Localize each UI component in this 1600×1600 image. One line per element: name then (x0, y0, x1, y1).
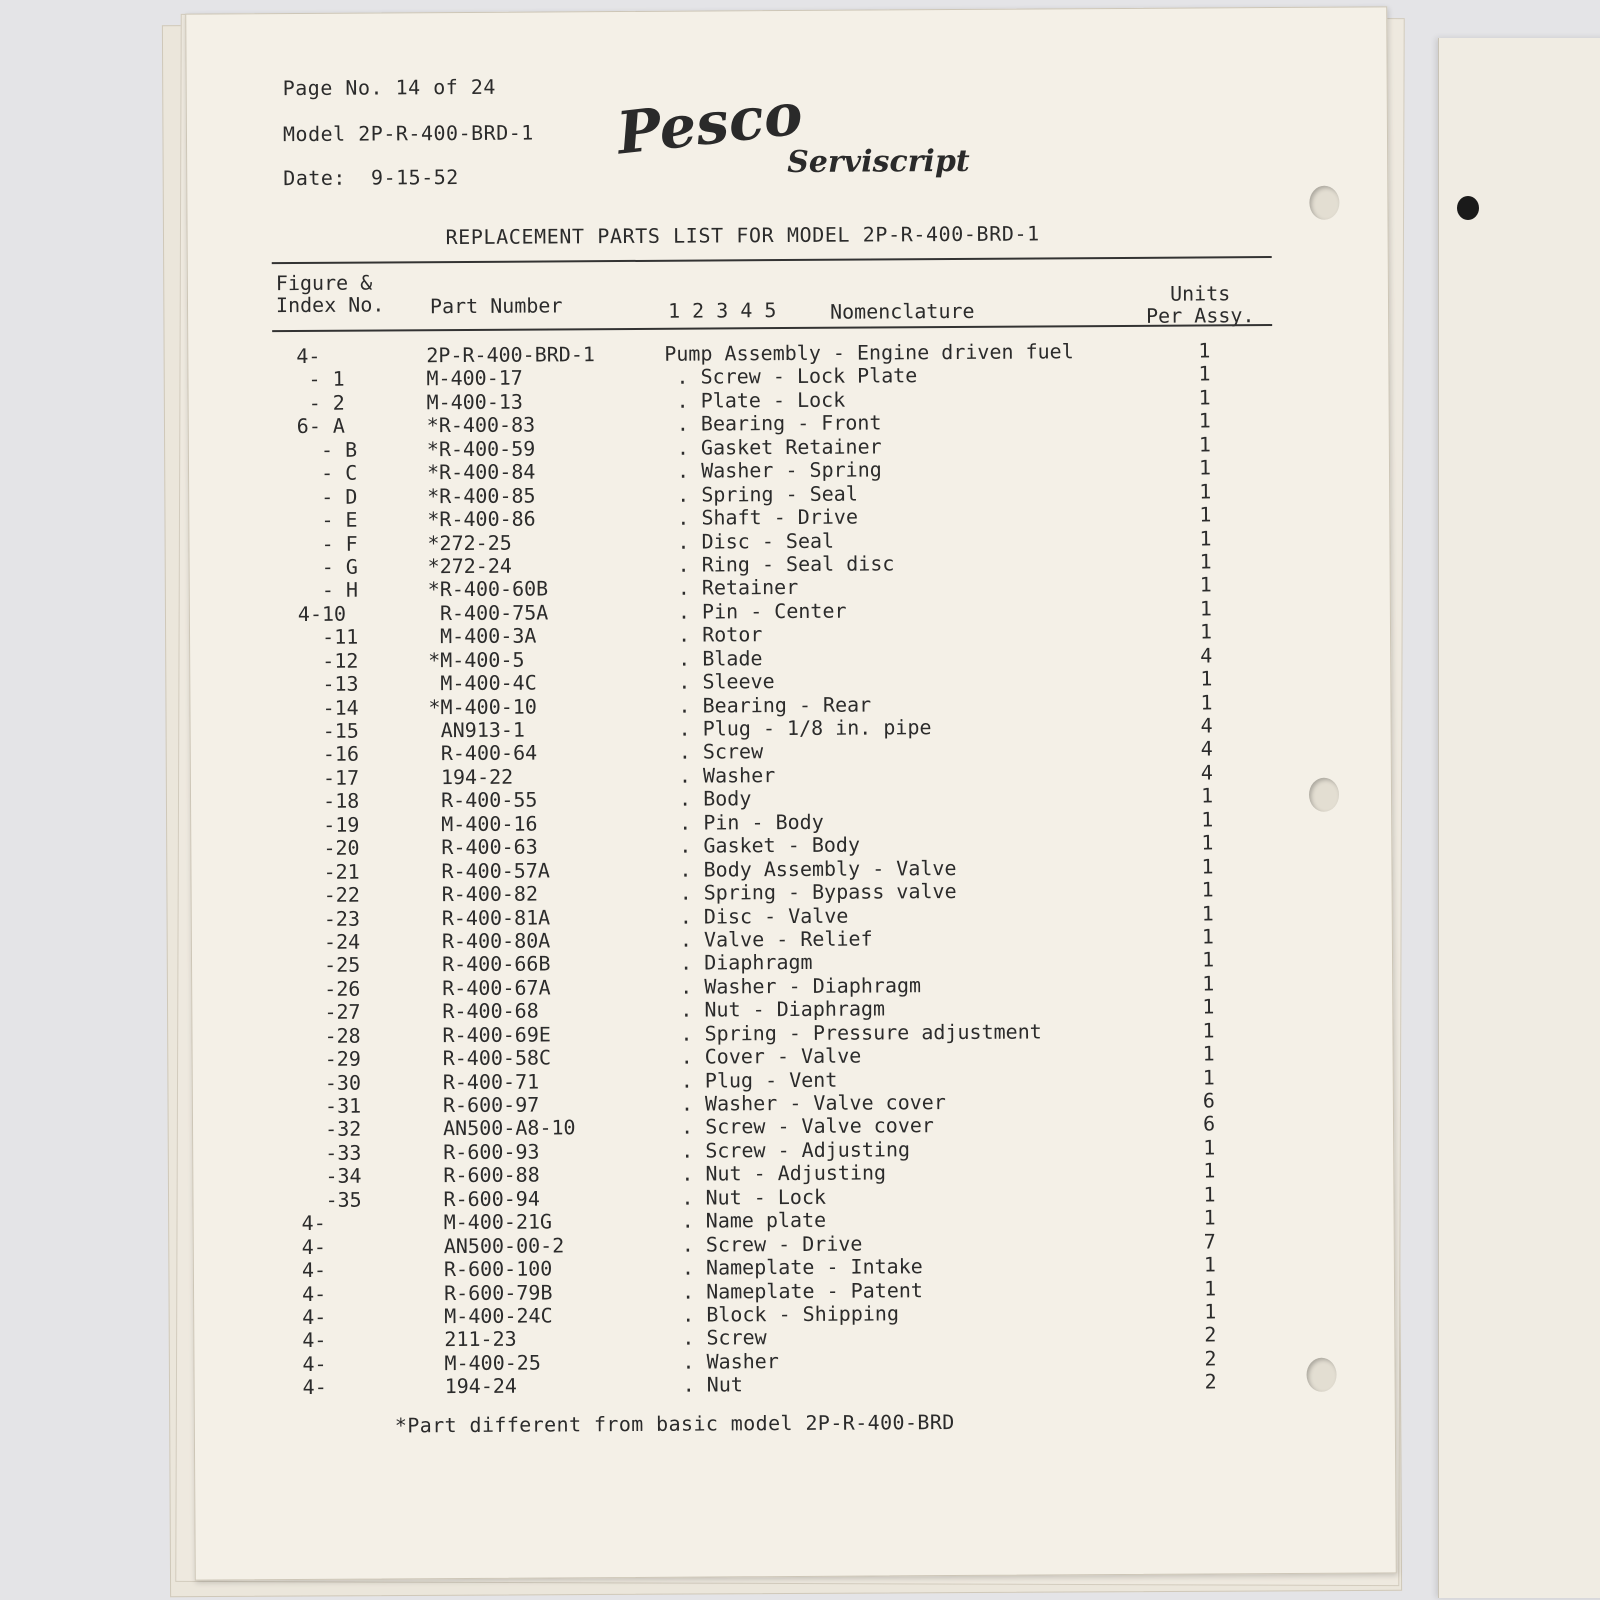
nomenclature: . Washer - Spring (664, 457, 882, 483)
part-number: R-400-67A (430, 975, 551, 1001)
units-per-assembly: 1 (1202, 971, 1215, 996)
units-per-assembly: 1 (1198, 338, 1211, 363)
parts-list-page (185, 6, 1397, 1580)
units-per-assembly: 1 (1199, 479, 1212, 504)
part-number: R-600-100 (431, 1256, 553, 1282)
units-per-assembly: 1 (1201, 807, 1214, 832)
nomenclature: . Screw - Drive (669, 1231, 863, 1257)
nomenclature: . Screw (670, 1325, 767, 1351)
nomenclature: . Name plate (669, 1207, 827, 1233)
index-number: - 1 (296, 367, 345, 392)
part-number: R-400-64 (428, 740, 538, 766)
index-number: -20 (299, 835, 360, 861)
units-per-assembly: 1 (1201, 830, 1214, 855)
units-per-assembly: 1 (1198, 432, 1211, 457)
nomenclature: . Block - Shipping (670, 1301, 900, 1327)
units-per-assembly: 1 (1199, 525, 1212, 550)
units-per-assembly: 6 (1202, 1111, 1216, 1136)
units-per-assembly: 2 (1204, 1322, 1217, 1347)
part-number: M-400-13 (426, 389, 524, 415)
units-per-assembly: 1 (1202, 1041, 1215, 1066)
units-per-assembly: 1 (1203, 1205, 1216, 1230)
part-number: M-400-16 (429, 811, 538, 836)
nomenclature: . Screw - Valve cover (668, 1113, 935, 1140)
index-number: - E (297, 507, 358, 533)
index-number: - C (296, 460, 358, 486)
part-number: R-400-75A (427, 600, 549, 626)
part-number: M-400-21G (431, 1209, 553, 1235)
units-per-assembly: 1 (1199, 549, 1212, 574)
column-header-index (276, 271, 385, 316)
units-per-assembly: 1 (1202, 1018, 1215, 1043)
units-per-assembly: 1 (1199, 502, 1212, 527)
units-per-assembly: 1 (1201, 924, 1215, 949)
index-number: 4- (302, 1351, 327, 1376)
page-title: REPLACEMENT PARTS LIST FOR MODEL 2P-R-400-BRD-1 (445, 221, 1040, 250)
index-number: -15 (298, 718, 359, 744)
nomenclature: . Screw (666, 739, 764, 765)
index-number: -29 (300, 1046, 361, 1072)
units-per-assembly: 1 (1204, 1299, 1217, 1324)
units-per-assembly: 1 (1202, 994, 1215, 1019)
part-number: R-400-63 (429, 834, 538, 860)
part-number: AN500-A8-10 (430, 1115, 576, 1141)
index-number: -32 (300, 1117, 362, 1142)
part-number: M-400-3A (427, 623, 537, 649)
nomenclature: . Spring - Seal (665, 481, 858, 507)
page-number: Page No. 14 of 24 (282, 74, 496, 101)
nomenclature: . Pin - Body (667, 809, 824, 835)
part-number: M-400-25 (432, 1350, 541, 1376)
part-number: M-400-24C (432, 1303, 553, 1329)
index-number: -25 (299, 953, 361, 978)
parts-table (188, 337, 1394, 1399)
part-number: R-400-82 (429, 881, 539, 907)
nomenclature: . Body Assembly - Valve (667, 855, 957, 882)
units-per-assembly: 6 (1202, 1088, 1216, 1113)
part-number: R-400-81A (429, 904, 551, 930)
index-number: -33 (301, 1140, 362, 1165)
part-number: R-400-57A (429, 858, 550, 883)
next-page-sheet (1438, 38, 1600, 1598)
column-header-part-number: Part Number (429, 293, 563, 319)
units-per-assembly: 1 (1201, 947, 1215, 972)
document-date: Date: 9-15-52 (283, 165, 459, 191)
part-number: M-400-17 (426, 366, 523, 391)
units-per-assembly: 1 (1198, 361, 1211, 386)
index-number: - 2 (296, 390, 345, 415)
nomenclature: . Nut - Diaphragm (668, 996, 886, 1023)
part-number: *R-400-86 (427, 506, 536, 532)
units-per-assembly: 1 (1203, 1182, 1216, 1207)
nomenclature: . Body (666, 786, 752, 812)
index-number: 4-10 (297, 601, 347, 626)
nomenclature: . Bearing - Rear (666, 692, 872, 718)
nomenclature: . Screw - Lock Plate (664, 363, 918, 390)
punch-hole (1457, 196, 1479, 220)
nomenclature: . Spring - Pressure adjustment (668, 1019, 1042, 1046)
column-header-units-line1: Units (1169, 281, 1231, 306)
index-number: -21 (299, 859, 360, 884)
part-number: R-600-88 (431, 1162, 540, 1188)
nomenclature: . Cover - Valve (668, 1043, 862, 1069)
nomenclature: . Nut - Adjusting (669, 1160, 887, 1187)
nomenclature: . Gasket Retainer (664, 434, 882, 460)
index-number: -22 (299, 882, 360, 908)
nomenclature: . Retainer (665, 575, 799, 601)
column-header-units (1146, 282, 1255, 327)
part-number: R-600-97 (430, 1092, 540, 1118)
units-per-assembly: 1 (1199, 619, 1213, 644)
part-number: R-600-79B (431, 1279, 553, 1305)
index-number: - H (297, 578, 359, 603)
column-header-index-line2: Index No. (275, 292, 385, 318)
nomenclature: . Shaft - Drive (665, 504, 859, 530)
units-per-assembly: 1 (1203, 1158, 1216, 1183)
nomenclature: . Washer (670, 1348, 779, 1374)
nomenclature: . Disc - Valve (667, 903, 849, 929)
units-per-assembly: 1 (1199, 596, 1212, 621)
nomenclature: . Bearing - Front (664, 410, 882, 437)
index-number: -12 (298, 648, 359, 673)
logo-subtitle: Serviscript (787, 143, 970, 181)
column-header-units-line2: Per Assy. (1146, 303, 1255, 328)
index-number: - G (297, 554, 358, 579)
part-number: R-600-94 (431, 1186, 540, 1211)
units-per-assembly: 1 (1201, 854, 1214, 879)
part-number: *M-400-10 (428, 694, 537, 719)
nomenclature: . Valve - Relief (667, 926, 873, 952)
nomenclature: Pump Assembly - Engine driven fuel (664, 339, 1074, 366)
index-number: -16 (298, 742, 360, 767)
index-number: 4- (296, 343, 321, 369)
column-header-levels: 1 2 3 4 5 (667, 298, 777, 323)
index-number: 4- (301, 1234, 326, 1259)
index-number: 4- (302, 1375, 327, 1400)
units-per-assembly: 7 (1203, 1229, 1216, 1254)
units-per-assembly: 1 (1203, 1275, 1217, 1300)
index-number: - B (296, 437, 358, 462)
nomenclature: . Ring - Seal disc (665, 551, 895, 577)
units-per-assembly: 2 (1204, 1346, 1217, 1371)
units-per-assembly: 2 (1204, 1369, 1217, 1394)
footnote: *Part different from basic model 2P-R-400-BRD (394, 1410, 955, 1438)
nomenclature: . Washer - Diaphragm (668, 973, 922, 999)
units-per-assembly: 1 (1200, 689, 1213, 715)
units-per-assembly: 1 (1200, 783, 1214, 808)
index-number: -11 (297, 624, 359, 650)
part-number: *R-400-60B (427, 576, 549, 602)
part-number: R-400-71 (430, 1069, 540, 1094)
part-number: R-400-58C (430, 1045, 552, 1071)
index-number: 4- (301, 1211, 326, 1236)
part-number: R-400-68 (430, 998, 539, 1024)
index-number: 4- (301, 1281, 327, 1306)
nomenclature: . Plate - Lock (664, 387, 846, 413)
nomenclature: . Rotor (665, 622, 763, 648)
index-number: -13 (298, 671, 359, 697)
nomenclature: . Pin - Center (665, 598, 847, 624)
units-per-assembly: 1 (1203, 1252, 1217, 1277)
nomenclature: . Nameplate - Patent (669, 1277, 923, 1304)
index-number: -17 (298, 765, 360, 790)
part-number: R-400-66B (429, 951, 551, 977)
nomenclature: . Diaphragm (667, 950, 813, 976)
part-number: *R-400-83 (426, 412, 536, 438)
units-per-assembly: 1 (1200, 666, 1213, 691)
index-number: -34 (301, 1163, 362, 1189)
index-number: - F (297, 531, 358, 556)
nomenclature: . Disc - Seal (665, 528, 835, 554)
part-number: *R-400-59 (426, 436, 536, 461)
units-per-assembly: 1 (1201, 900, 1214, 925)
index-number: 6- A (296, 414, 345, 439)
index-number: - D (297, 484, 358, 509)
nomenclature: . Plug - Vent (668, 1067, 838, 1093)
index-number: 4- (302, 1304, 327, 1329)
part-number: AN500-00-2 (431, 1233, 565, 1258)
part-number: R-400-69E (430, 1022, 551, 1047)
part-number: *272-25 (427, 530, 512, 555)
part-number: 194-24 (432, 1373, 517, 1399)
index-number: 4- (302, 1328, 327, 1353)
index-number: -18 (298, 788, 360, 814)
column-header-nomenclature: Nomenclature (829, 298, 975, 324)
part-number: *R-400-85 (427, 483, 536, 508)
index-number: -27 (300, 999, 361, 1025)
part-number: R-400-55 (428, 787, 538, 813)
units-per-assembly: 1 (1199, 572, 1212, 597)
nomenclature: . Plug - 1/8 in. pipe (666, 715, 932, 741)
nomenclature: . Washer (666, 762, 776, 788)
index-number: -30 (300, 1070, 362, 1095)
nomenclature: . Washer - Valve cover (668, 1090, 946, 1116)
column-header-index-line1: Figure & (275, 270, 373, 296)
units-per-assembly: 4 (1200, 736, 1213, 761)
part-number: *M-400-5 (428, 647, 525, 672)
part-number: R-600-93 (431, 1139, 540, 1165)
model-number: Model 2P-R-400-BRD-1 (282, 120, 534, 147)
units-per-assembly: 1 (1203, 1135, 1216, 1160)
nomenclature: . Nut - Lock (669, 1184, 827, 1210)
part-number: R-400-80A (429, 928, 551, 954)
nomenclature: . Nut (670, 1372, 743, 1397)
pesco-logo (613, 79, 970, 181)
units-per-assembly: 1 (1198, 408, 1211, 433)
punch-hole (1309, 186, 1339, 220)
header-rule-top (272, 256, 1272, 264)
index-number: -26 (300, 976, 361, 1001)
part-number: 211-23 (432, 1327, 517, 1352)
part-number: *272-24 (427, 553, 512, 579)
part-number: M-400-4C (428, 670, 537, 696)
index-number: 4- (301, 1257, 327, 1283)
nomenclature: . Blade (666, 645, 763, 671)
units-per-assembly: 4 (1200, 713, 1213, 738)
index-number: -14 (298, 695, 359, 720)
index-number: -31 (300, 1093, 362, 1118)
index-number: -35 (301, 1187, 362, 1212)
units-per-assembly: 1 (1201, 877, 1214, 902)
units-per-assembly: 4 (1200, 760, 1213, 785)
units-per-assembly: 1 (1202, 1064, 1215, 1090)
part-number: *R-400-84 (426, 459, 536, 485)
header-rule-bottom (272, 324, 1272, 332)
nomenclature: . Nameplate - Intake (669, 1254, 923, 1280)
part-number: 194-22 (428, 764, 514, 790)
units-per-assembly: 1 (1198, 385, 1211, 410)
index-number: -19 (299, 812, 360, 837)
units-per-assembly: 1 (1198, 455, 1212, 480)
index-number: -28 (300, 1023, 361, 1048)
part-number: AN913-1 (428, 717, 526, 743)
nomenclature: . Gasket - Body (667, 832, 861, 858)
index-number: -23 (299, 906, 361, 931)
logo-wordmark: Pesco (613, 79, 806, 168)
part-number: 2P-R-400-BRD-1 (426, 342, 595, 368)
nomenclature: . Spring - Bypass valve (667, 879, 957, 905)
index-number: -24 (299, 929, 361, 954)
units-per-assembly: 4 (1200, 643, 1213, 668)
nomenclature: . Screw - Adjusting (669, 1137, 911, 1163)
nomenclature: . Sleeve (666, 669, 775, 694)
